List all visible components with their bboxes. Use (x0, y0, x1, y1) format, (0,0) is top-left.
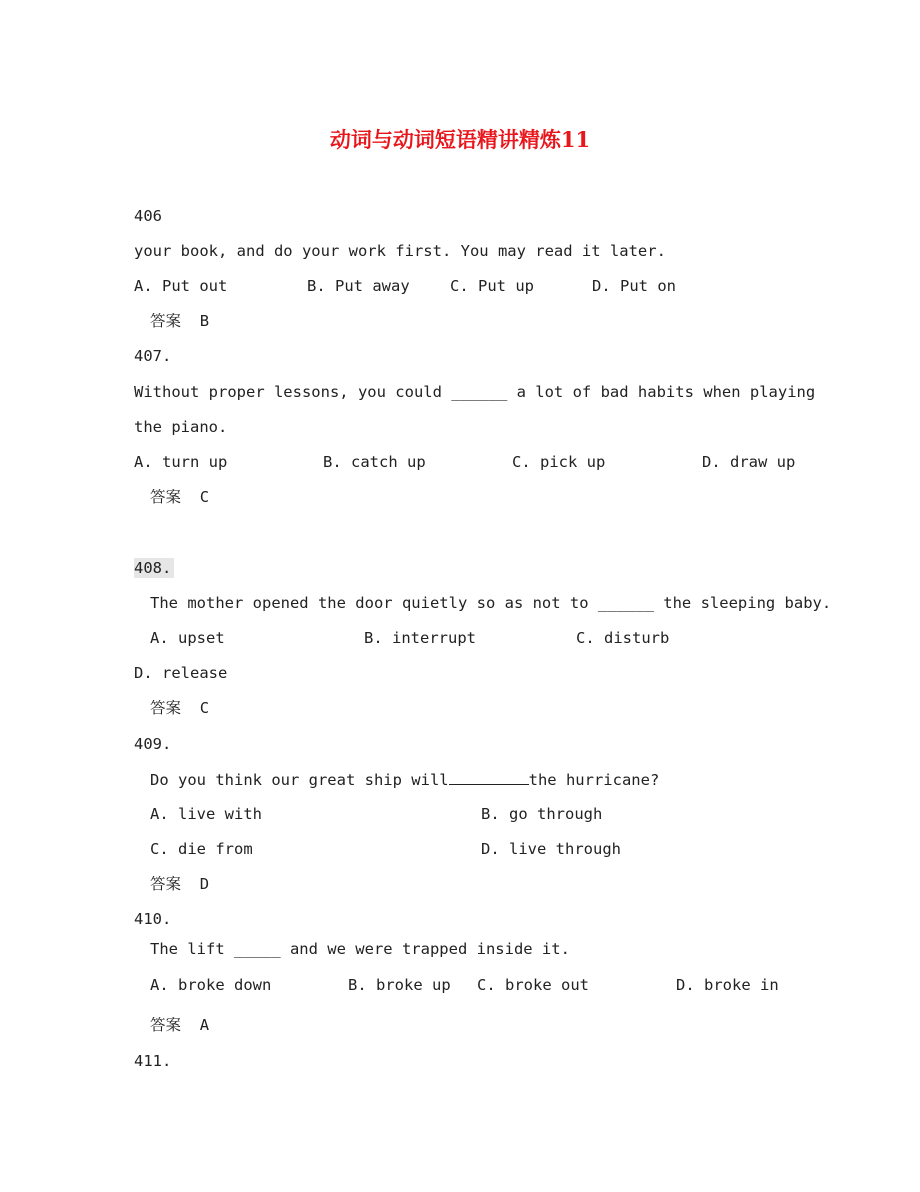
option-b: B. Put away (307, 277, 410, 295)
option-a: A. broke down (150, 976, 272, 994)
option-d: D. live through (481, 840, 621, 858)
answer-blank (449, 769, 529, 785)
question-number-highlight: 408. (134, 558, 174, 578)
option-c: C. disturb (576, 629, 670, 647)
option-d: D. broke in (676, 976, 779, 994)
answer-label: 答案 (150, 312, 182, 330)
option-b: B. broke up (348, 976, 451, 994)
option-a: A. turn up (134, 453, 228, 471)
question-number: 410. (134, 910, 172, 928)
answer-label: 答案 (150, 488, 182, 506)
option-b: B. interrupt (364, 629, 476, 647)
question-stem-after: the hurricane? (528, 771, 660, 789)
question-number (134, 558, 174, 578)
option-b: B. go through (481, 805, 603, 823)
answer-line (150, 487, 209, 507)
answer-value: A (199, 1016, 210, 1034)
question-stem: The mother opened the door quietly so as not to ______ the sleeping baby. (150, 594, 832, 612)
answer-value: D (199, 875, 210, 893)
option-c: C. Put up (450, 277, 534, 295)
option-a: A. Put out (134, 277, 228, 295)
option-d: D. draw up (702, 453, 796, 471)
answer-label: 答案 (150, 875, 182, 893)
option-c: C. broke out (477, 976, 589, 994)
question-stem (150, 769, 659, 790)
option-a: A. live with (150, 805, 262, 823)
question-stem: The lift _____ and we were trapped inside it. (150, 940, 570, 958)
question-number: 409. (134, 735, 172, 753)
option-c: C. pick up (512, 453, 606, 471)
question-stem: your book, and do your work first. You may read it later. (134, 242, 666, 260)
answer-line (150, 311, 209, 331)
answer-value: C (199, 699, 210, 717)
answer-value: B (199, 312, 210, 330)
question-stem-before: Do you think our great ship will (150, 771, 449, 789)
question-number: 407. (134, 347, 172, 365)
answer-value: C (199, 488, 210, 506)
question-stem-continued: the piano. (134, 418, 228, 436)
answer-line (150, 698, 209, 718)
page-title: 动词与动词短语精讲精炼11 (329, 127, 591, 152)
question-number: 406 (134, 207, 162, 225)
answer-label: 答案 (150, 699, 182, 717)
answer-line (150, 874, 209, 894)
option-d: D. release (134, 664, 228, 682)
question-stem: Without proper lessons, you could ______ a lot of bad habits when playing (134, 383, 816, 401)
answer-line (150, 1015, 209, 1035)
answer-label: 答案 (150, 1016, 182, 1034)
option-c: C. die from (150, 840, 253, 858)
option-a: A. upset (150, 629, 225, 647)
option-d: D. Put on (592, 277, 676, 295)
option-b: B. catch up (323, 453, 426, 471)
question-number: 411. (134, 1052, 172, 1070)
